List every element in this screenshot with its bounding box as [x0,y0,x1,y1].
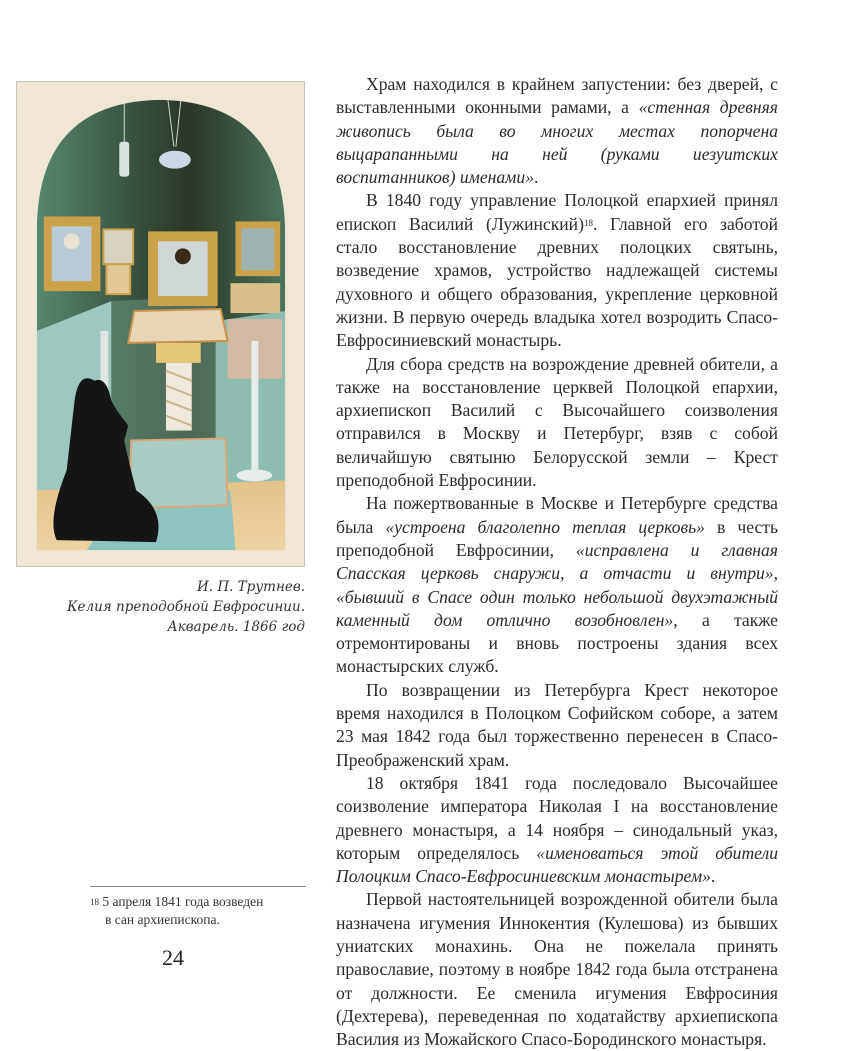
paragraph: Для сбора средств на возрождение древней обители, а также на восстановление церквей Полоцкой епархии, архиепископ Василий с Высочайшего соизволения отправился в Москву и Петербург, взяв с собой величайшую святыню Белорусской земли – Крест преподобной Евфросинии. [336,353,778,491]
footnote-text-line2: в сан архиепископа. [105,912,220,927]
illustration-caption [40,577,305,637]
footnote-ref[interactable]: 18 [583,217,593,228]
caption-title: Келия преподобной Евфросинии. [67,599,305,615]
main-text-column [336,73,778,1051]
watercolor-painting [17,82,304,566]
illustration-watercolor [16,81,305,567]
paragraph: 18 октября 1841 года последовало Высочайшее соизволение императора Николая I на восстановление древнего монастыря, а 14 ноября – синодальный указ, которым определялось «именоваться этой обители Полоцким Спасо-Евфросиниевским монастырем». [336,772,779,887]
footnote-divider [90,886,306,887]
paragraph: На пожертвованные в Москве и Петербурге средства была «устроена благолепно теплая церковь» в честь преподобной Евфросинии, «исправлена и главная Спасская церковь снаружи, а отчасти и внутри», «бывший в Спасе один только небольшой двухэтажный каменный дом отлично возобновлен», а также отремонтированы и вновь построены здания всех монастырских служб. [336,493,778,677]
paragraph: По возвращении из Петербурга Крест некоторое время находился в Полоцком Софийском соборе, а затем 23 мая 1842 года был торжественно перенесен в Спасо-Преображенский храм. [336,679,778,770]
footnote [90,893,310,929]
page-number: 24 [162,945,184,970]
footnote-text-line1: 5 апреля 1841 года возведен [102,894,264,909]
caption-author: И. П. Трутнев. [196,579,305,595]
paragraph: Храм находился в крайнем запустении: без дверей, с выставленными оконными рамами, а «стенная древняя живопись была во многих местах попорчена выцарапанными на ней (руками иезуитских воспитанников) именами». [336,74,778,188]
paragraph: Первой настоятельницей возрожденной обители была назначена игумения Иннокентия (Кулешова) из бывших униатских монахинь. Она не пожелала принять православие, поэтому в ноябре 1842 года была отстранена от должности. Ее сменила игумения Евфросиния (Дехтерева), переведенная по ходатайству архиепископа Василия из Можайского Спасо-Бородинского монастыря. [336,889,778,1050]
paragraph: В 1840 году управление Полоцкой епархией принял епископ Василий (Лужинский)$^{18}$. Главной его заботой стало восстановление древних полоцких святынь, возведение храмов, устройство надлежащей системы духовного и общего образования, укрепление церковной жизни. В первую очередь владыка хотел возродить Спасо-Евфросиниевский монастырь. [336,190,778,351]
caption-medium-year: Акварель. 1866 год [167,619,305,635]
footnote-number: 18 [90,897,99,907]
